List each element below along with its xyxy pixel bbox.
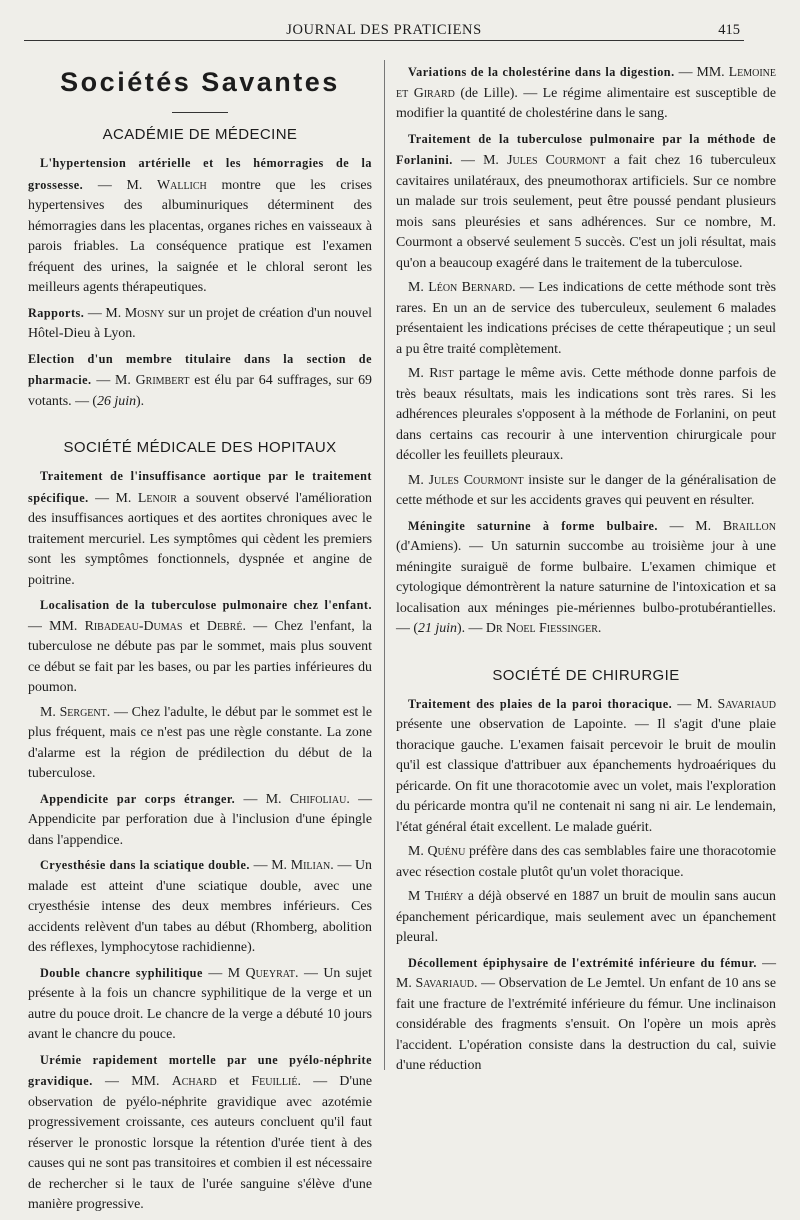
article-paragraph: Traitement de la tuberculose pulmonaire par la méthode de Forlanini. — M. Jules Courmont a fait chez 16 tuberculeux cavitaires unilatéraux, des pneumothorax artificiels. Sur ce nombre un malade sur trois seulement, peut être poussé pendant plusieurs mois sans pleurésies et sans adhérences. Sur ce nombre, M. Courmont a observé seulement 5 succès. C'est un joli résultat, mais qu'on a beaucoup exagéré dans le traitement de la tuberculose. bbox=[396, 131, 777, 271]
article-lead: Traitement de l'insuffisance aortique par le traitement spécifique. bbox=[28, 469, 372, 505]
author-name: Savariaud bbox=[415, 976, 474, 991]
article-paragraph: Localisation de la tuberculose pulmonaire chez l'enfant. — MM. Ribadeau-Dumas et Debré. — Chez l'enfant, la tuberculose ne débute pas par le sommet, mais plus souvent ce début se fait par les bases, ou par les parties inférieures du poumon. bbox=[28, 598, 372, 695]
article-paragraph: Cryesthésie dans la sciatique double. — M. Milian. — Un malade est atteint d'une sciatique double, avec une cryesthésie intense des deux membres inférieurs. Ces accidents relèvent d'un tabes au début (Rhomberg, abolition des réflexes, lymphocytose rachidienne). bbox=[28, 858, 372, 955]
article-paragraph: M. Sergent. — Chez l'adulte, le début par le sommet est le plus fréquent, mais ce n'est pas une règle constante. La zone d'alarme est la région de prédilection du début de la tuberculose. bbox=[28, 704, 372, 781]
article-paragraph: Traitement des plaies de la paroi thoracique. — M. Savariaud présente une observation de Lapointe. — Il s'agit d'une plaie thoracique gauche. L'examen faisait percevoir le bruit de moulin qu'il est classique d'attribuer aux épanchements hydroaériques du péricarde. On fit une thoracotomie avec un volet, mais l'exploration du péricarde montra qu'il ne contenait ni sang ni air. Le lendemain, l'état général était excellent. Le malade guérit. bbox=[396, 696, 776, 835]
section-heading-chirurgie: SOCIÉTÉ DE CHIRURGIE bbox=[492, 666, 680, 684]
author-name: Rist bbox=[429, 366, 454, 381]
article-lead: Cryesthésie dans la sciatique double. bbox=[40, 858, 250, 872]
author-name: Thiéry bbox=[424, 889, 464, 904]
article-paragraph: Méningite saturnine à forme bulbaire. — M. Braillon (d'Amiens). — Un saturnin succombe au troisième jour à une méningite suraiguë de forme bulbaire. L'examen chimique et cytologique démontrèrent la nature saturnine de l'intoxication et sa localisation aux méninges pie-mériennes bulbo-protubérantielles. — (21 juin). — Dr Noel Fiessinger. bbox=[396, 518, 776, 636]
right-column bbox=[396, 62, 776, 1081]
article-paragraph: M. Quénu préfère dans des cas semblables faire une thoracotomie avec résection costale plutôt qu'un volet thoracique. bbox=[396, 844, 777, 880]
author-name: Jules Courmont bbox=[507, 153, 606, 168]
article-paragraph: Rapports. — M. Mosny sur un projet de création d'un nouvel Hôtel-Dieu à Lyon. bbox=[28, 305, 372, 341]
page-title: Sociétés Savantes bbox=[60, 67, 340, 97]
article-lead: Rapports. bbox=[28, 305, 85, 320]
article-paragraph: M. Jules Courmont insiste sur le danger de la généralisation de cette méthode et sur les accidents graves qui peuvent en résulter. bbox=[396, 472, 777, 508]
article-lead: Traitement des plaies de la paroi thoracique. bbox=[408, 696, 673, 711]
article-lead: Urémie rapidement mortelle par une pyélo-néphrite gravidique. bbox=[28, 1052, 372, 1088]
article-paragraph: M. Rist partage le même avis. Cette méthode donne parfois de très beaux résultats, mais les indications sont très rares. Si les adhérences pleurales s'opposent à la méthode de Forlanini, on peut dans certains cas recourir à une intervention chirurgicale pour décoller les feuillets pleuraux. bbox=[396, 366, 777, 463]
author-name: Chifoliau bbox=[289, 791, 347, 807]
article-lead: Décollement épiphysaire de l'extrémité inférieure du fémur. bbox=[408, 955, 757, 970]
running-header bbox=[24, 14, 744, 41]
author-name: Braillon bbox=[722, 518, 776, 534]
article-paragraph: Variations de la cholestérine dans la digestion. — MM. Lemoine et Girard (de Lille). — Le régime alimentaire est susceptible de modifier la quantité de cholestérine dans le sang. bbox=[396, 65, 776, 121]
left-column bbox=[28, 62, 372, 1220]
author-name: Wallich bbox=[157, 177, 207, 193]
article-lead: Méningite saturnine à forme bulbaire. bbox=[408, 518, 658, 533]
article-paragraph: M. Léon Bernard. — Les indications de cette méthode sont très rares. En un an de service des tuberculeux, seulement 6 malades présentaient les indications précises de cette thérapeutique ; un seul a pu être traité complètement. bbox=[396, 280, 777, 357]
session-date: 21 juin bbox=[418, 621, 457, 636]
article-paragraph: L'hypertension artérielle et les hémorragies de la grossesse. — M. Wallich montre que les crises hypertensives des albuminuriques déterminent des hémorragies dans les placentas, organes riches en vaisseaux à parois friables. La conséquence pratique est l'examen fréquent des urines, la saignée et le chloral seront les meilleurs agents thérapeutiques. bbox=[28, 156, 372, 295]
page-number: 415 bbox=[718, 22, 740, 38]
author-name: Lenoir bbox=[137, 490, 177, 506]
article-paragraph: Appendicite par corps étranger. — M. Chifoliau. — Appendicite par perforation due à l'inclusion d'une épingle dans l'appendice. bbox=[28, 791, 372, 848]
article-lead: Traitement de la tuberculose pulmonaire par la méthode de Forlanini. bbox=[396, 131, 776, 167]
column-divider bbox=[384, 60, 385, 1070]
session-date: 26 juin bbox=[97, 393, 137, 409]
author-name: Jules Courmont bbox=[428, 472, 524, 488]
author-name: Queyrat bbox=[245, 965, 296, 981]
article-paragraph: M Thiéry a déjà observé en 1887 un bruit de moulin sans aucun épanchement péricardique, mais seulement avec un épanchement pleural. bbox=[396, 889, 776, 945]
journal-title: JOURNAL DES PRATICIENS bbox=[286, 22, 482, 38]
author-name: Mosny bbox=[124, 305, 165, 321]
article-paragraph: Traitement de l'insuffisance aortique par le traitement spécifique. — M. Lenoir a souvent observé l'amélioration des insuffisances aortiques et des aortites chroniques avec le traitement mercuriel. Les symptômes qui cèdent les premiers sont les symptômes fonctionnels, dyspnée et angine de poitrine. bbox=[28, 469, 373, 588]
author-name: Debré bbox=[206, 618, 243, 634]
article-paragraph: Election d'un membre titulaire dans la section de pharmacie. — M. Grimbert est élu par 64 suffrages, sur 69 votants. — (26 juin). bbox=[28, 351, 372, 409]
article-lead: Localisation de la tuberculose pulmonaire chez l'enfant. bbox=[40, 598, 372, 612]
article-lead: Election d'un membre titulaire dans la section de pharmacie. bbox=[28, 351, 372, 387]
article-lead: Double chancre syphilitique bbox=[40, 965, 203, 980]
author-name: Ribadeau-Dumas bbox=[84, 618, 183, 634]
author-name: Grimbert bbox=[135, 373, 190, 388]
author-name: Feuillié bbox=[251, 1074, 298, 1089]
article-lead: Appendicite par corps étranger. bbox=[40, 791, 236, 806]
author-name: Savariaud bbox=[717, 696, 776, 712]
author-name: Achard bbox=[171, 1074, 217, 1089]
author-name: Léon Bernard bbox=[428, 280, 513, 295]
article-lead: Variations de la cholestérine dans la digestion. bbox=[408, 65, 675, 79]
author-name: Lemoine et Girard bbox=[396, 65, 776, 101]
author-name: Sergent bbox=[59, 704, 107, 720]
article-paragraph: Urémie rapidement mortelle par une pyélo-néphrite gravidique. — MM. Achard et Feuillié. — D'une observation de pyélo-néphrite gravidique avec azotémie progressivement croissante, ces auteurs concluent qu'il faut réserver le pronostic lorsque la rétention d'urée tient à des causes qui ne sont pas transitoires et combien il est nécessaire de rechercher si le taux de l'urée sanguine s'élève d'une manière progressive. bbox=[28, 1052, 372, 1212]
author-name: Milian bbox=[290, 858, 331, 873]
signature: Dr Noel Fiessinger bbox=[485, 621, 598, 636]
article-paragraph: Décollement épiphysaire de l'extrémité inférieure du fémur. — M. Savariaud. — Observation de Le Jemtel. Un enfant de 10 ans se fait une fracture de l'extrémité inférieure du fémur. Une inclinaison considérable des fragments s'ensuit. On l'opère un mois après l'accident. L'opération consiste dans la destruction du cal, suivie d'une réduction bbox=[396, 955, 776, 1073]
section-heading-academie: ACADÉMIE DE MÉDECINE bbox=[102, 126, 298, 143]
article-lead: L'hypertension artérielle et les hémorragies de la grossesse. bbox=[28, 156, 372, 192]
title-rule bbox=[172, 112, 228, 113]
author-name: Quénu bbox=[427, 844, 466, 859]
article-paragraph: Double chancre syphilitique — M Queyrat. — Un sujet présente à la fois un chancre syphilitique de la verge et un autre du pouce droit. Le chancre de la verge a débuté 10 jours avant le chancre du pouce. bbox=[28, 965, 372, 1042]
section-heading-hopitaux: SOCIÉTÉ MÉDICALE DES HOPITAUX bbox=[63, 439, 337, 456]
